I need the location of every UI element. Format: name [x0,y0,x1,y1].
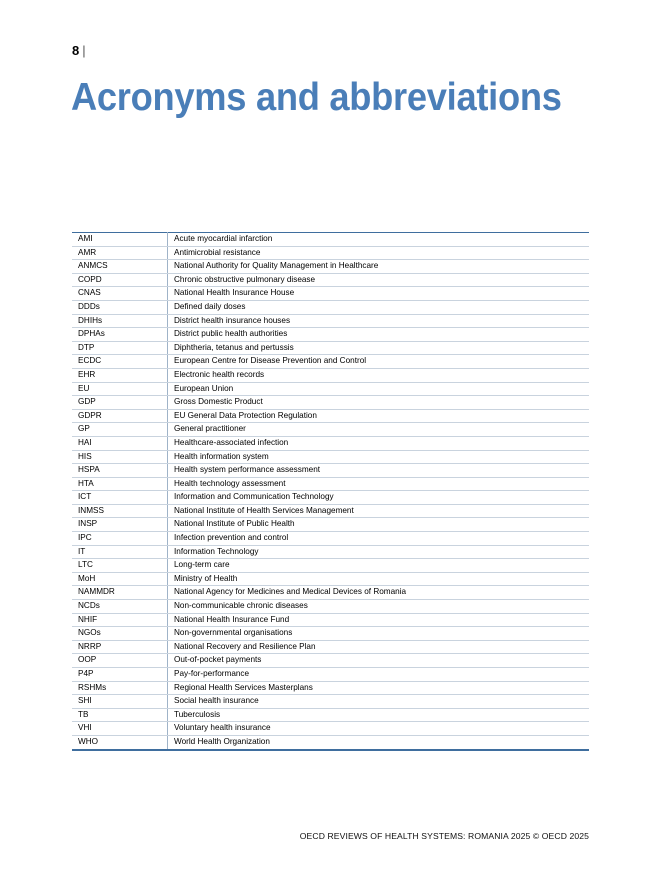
table-row [72,627,589,641]
definition-cell: Long-term care [168,559,590,573]
definition-cell: Chronic obstructive pulmonary disease [168,273,590,287]
table-row [72,409,589,423]
table-row [72,382,589,396]
acronym-cell: EHR [72,368,168,382]
table-row [72,545,589,559]
table-row [72,668,589,682]
table-row [72,436,589,450]
definition-cell: Health system performance assessment [168,464,590,478]
acronym-cell: NGOs [72,627,168,641]
table-row [72,246,589,260]
acronym-cell: GDPR [72,409,168,423]
acronym-cell: WHO [72,735,168,749]
definition-cell: National Health Insurance House [168,287,590,301]
table-row [72,287,589,301]
definition-cell: Out-of-pocket payments [168,654,590,668]
table-row [72,273,589,287]
acronym-cell: AMI [72,233,168,247]
page-footer: OECD REVIEWS OF HEALTH SYSTEMS: ROMANIA 2025 © OECD 2025 [299,831,589,841]
table-row [72,518,589,532]
acronym-cell: HTA [72,477,168,491]
definition-cell: Regional Health Services Masterplans [168,681,590,695]
definition-cell: Non-governmental organisations [168,627,590,641]
definition-cell: European Union [168,382,590,396]
definition-cell: National Institute of Health Services Management [168,504,590,518]
definition-cell: National Recovery and Resilience Plan [168,640,590,654]
definition-cell: Healthcare-associated infection [168,436,590,450]
acronym-cell: SHI [72,695,168,709]
table-row [72,600,589,614]
acronym-cell: NCDs [72,600,168,614]
definition-cell: Health information system [168,450,590,464]
acronym-cell: MoH [72,572,168,586]
acronym-cell: GP [72,423,168,437]
definition-cell: Pay-for-performance [168,668,590,682]
definition-cell: Information Technology [168,545,590,559]
acronym-cell: ICT [72,491,168,505]
acronym-cell: AMR [72,246,168,260]
definition-cell: District health insurance houses [168,314,590,328]
acronym-cell: ECDC [72,355,168,369]
definition-cell: District public health authorities [168,328,590,342]
acronym-cell: RSHMs [72,681,168,695]
table-row [72,450,589,464]
acronym-cell: HIS [72,450,168,464]
definition-cell: World Health Organization [174,736,270,746]
table-row [72,233,589,247]
acronym-cell: IPC [72,532,168,546]
acronym-cell: GDP [72,396,168,410]
acronym-cell: VHI [72,722,168,736]
table-row [72,572,589,586]
acronym-cell: LTC [72,559,168,573]
table-row [72,300,589,314]
page-number [72,43,86,58]
acronym-cell: INMSS [72,504,168,518]
table-row [72,396,589,410]
acronym-cell: CNAS [72,287,168,301]
definition-cell: Electronic health records [168,368,590,382]
definition-cell: EU General Data Protection Regulation [168,409,590,423]
table-row [72,735,589,749]
acronym-cell: P4P [72,668,168,682]
definition-cell: Voluntary health insurance [168,722,590,736]
definition-cell: Ministry of Health [168,572,590,586]
table-row [72,341,589,355]
table-row [72,314,589,328]
acronym-cell: ANMCS [72,260,168,274]
page-number-separator: | [82,43,86,58]
definition-cell: National Authority for Quality Management in Healthcare [168,260,590,274]
table-row [72,613,589,627]
definition-cell: Information and Communication Technology [168,491,590,505]
table-row [72,260,589,274]
acronym-cell: NAMMDR [72,586,168,600]
table-row [72,708,589,722]
definition-cell: Acute myocardial infarction [168,233,590,247]
page-title: Acronyms and abbreviations [71,76,562,119]
acronym-cell: HSPA [72,464,168,478]
table-row [72,695,589,709]
definition-cell: National Agency for Medicines and Medical Devices of Romania [168,586,590,600]
table-row [72,355,589,369]
table-row [72,722,589,736]
definition-cell: Diphtheria, tetanus and pertussis [168,341,590,355]
definition-cell: Health technology assessment [168,477,590,491]
page-number-value: 8 [72,43,80,58]
acronyms-table [72,232,589,751]
table-row [72,328,589,342]
definition-cell: Tuberculosis [168,708,590,722]
table-row [72,477,589,491]
acronym-cell: IT [72,545,168,559]
table-row [72,559,589,573]
definition-cell: Defined daily doses [168,300,590,314]
table-row [72,586,589,600]
definition-cell: European Centre for Disease Prevention and Control [168,355,590,369]
table-row [72,654,589,668]
table-row [72,681,589,695]
acronym-cell: DDDs [72,300,168,314]
definition-cell: National Health Insurance Fund [168,613,590,627]
definition-cell: General practitioner [168,423,590,437]
definition-cell: Antimicrobial resistance [168,246,590,260]
definition-cell: Non-communicable chronic diseases [168,600,590,614]
definition-cell: Infection prevention and control [168,532,590,546]
acronym-cell: OOP [72,654,168,668]
acronym-cell: EU [72,382,168,396]
acronym-cell: INSP [72,518,168,532]
table-row [72,368,589,382]
definition-cell: National Institute of Public Health [168,518,590,532]
acronym-cell: COPD [72,273,168,287]
definition-cell: Social health insurance [168,695,590,709]
acronyms-table-body [72,233,589,750]
table-row [72,640,589,654]
table-row [72,491,589,505]
table-row [72,504,589,518]
acronym-cell: DPHAs [72,328,168,342]
definition-cell: Gross Domestic Product [168,396,590,410]
table-row [72,423,589,437]
acronym-cell: DTP [72,341,168,355]
acronym-cell: DHIHs [72,314,168,328]
acronym-cell: NRRP [72,640,168,654]
acronym-cell: NHIF [72,613,168,627]
acronym-cell: HAI [72,436,168,450]
table-row [72,532,589,546]
acronym-cell: TB [72,708,168,722]
table-row [72,464,589,478]
